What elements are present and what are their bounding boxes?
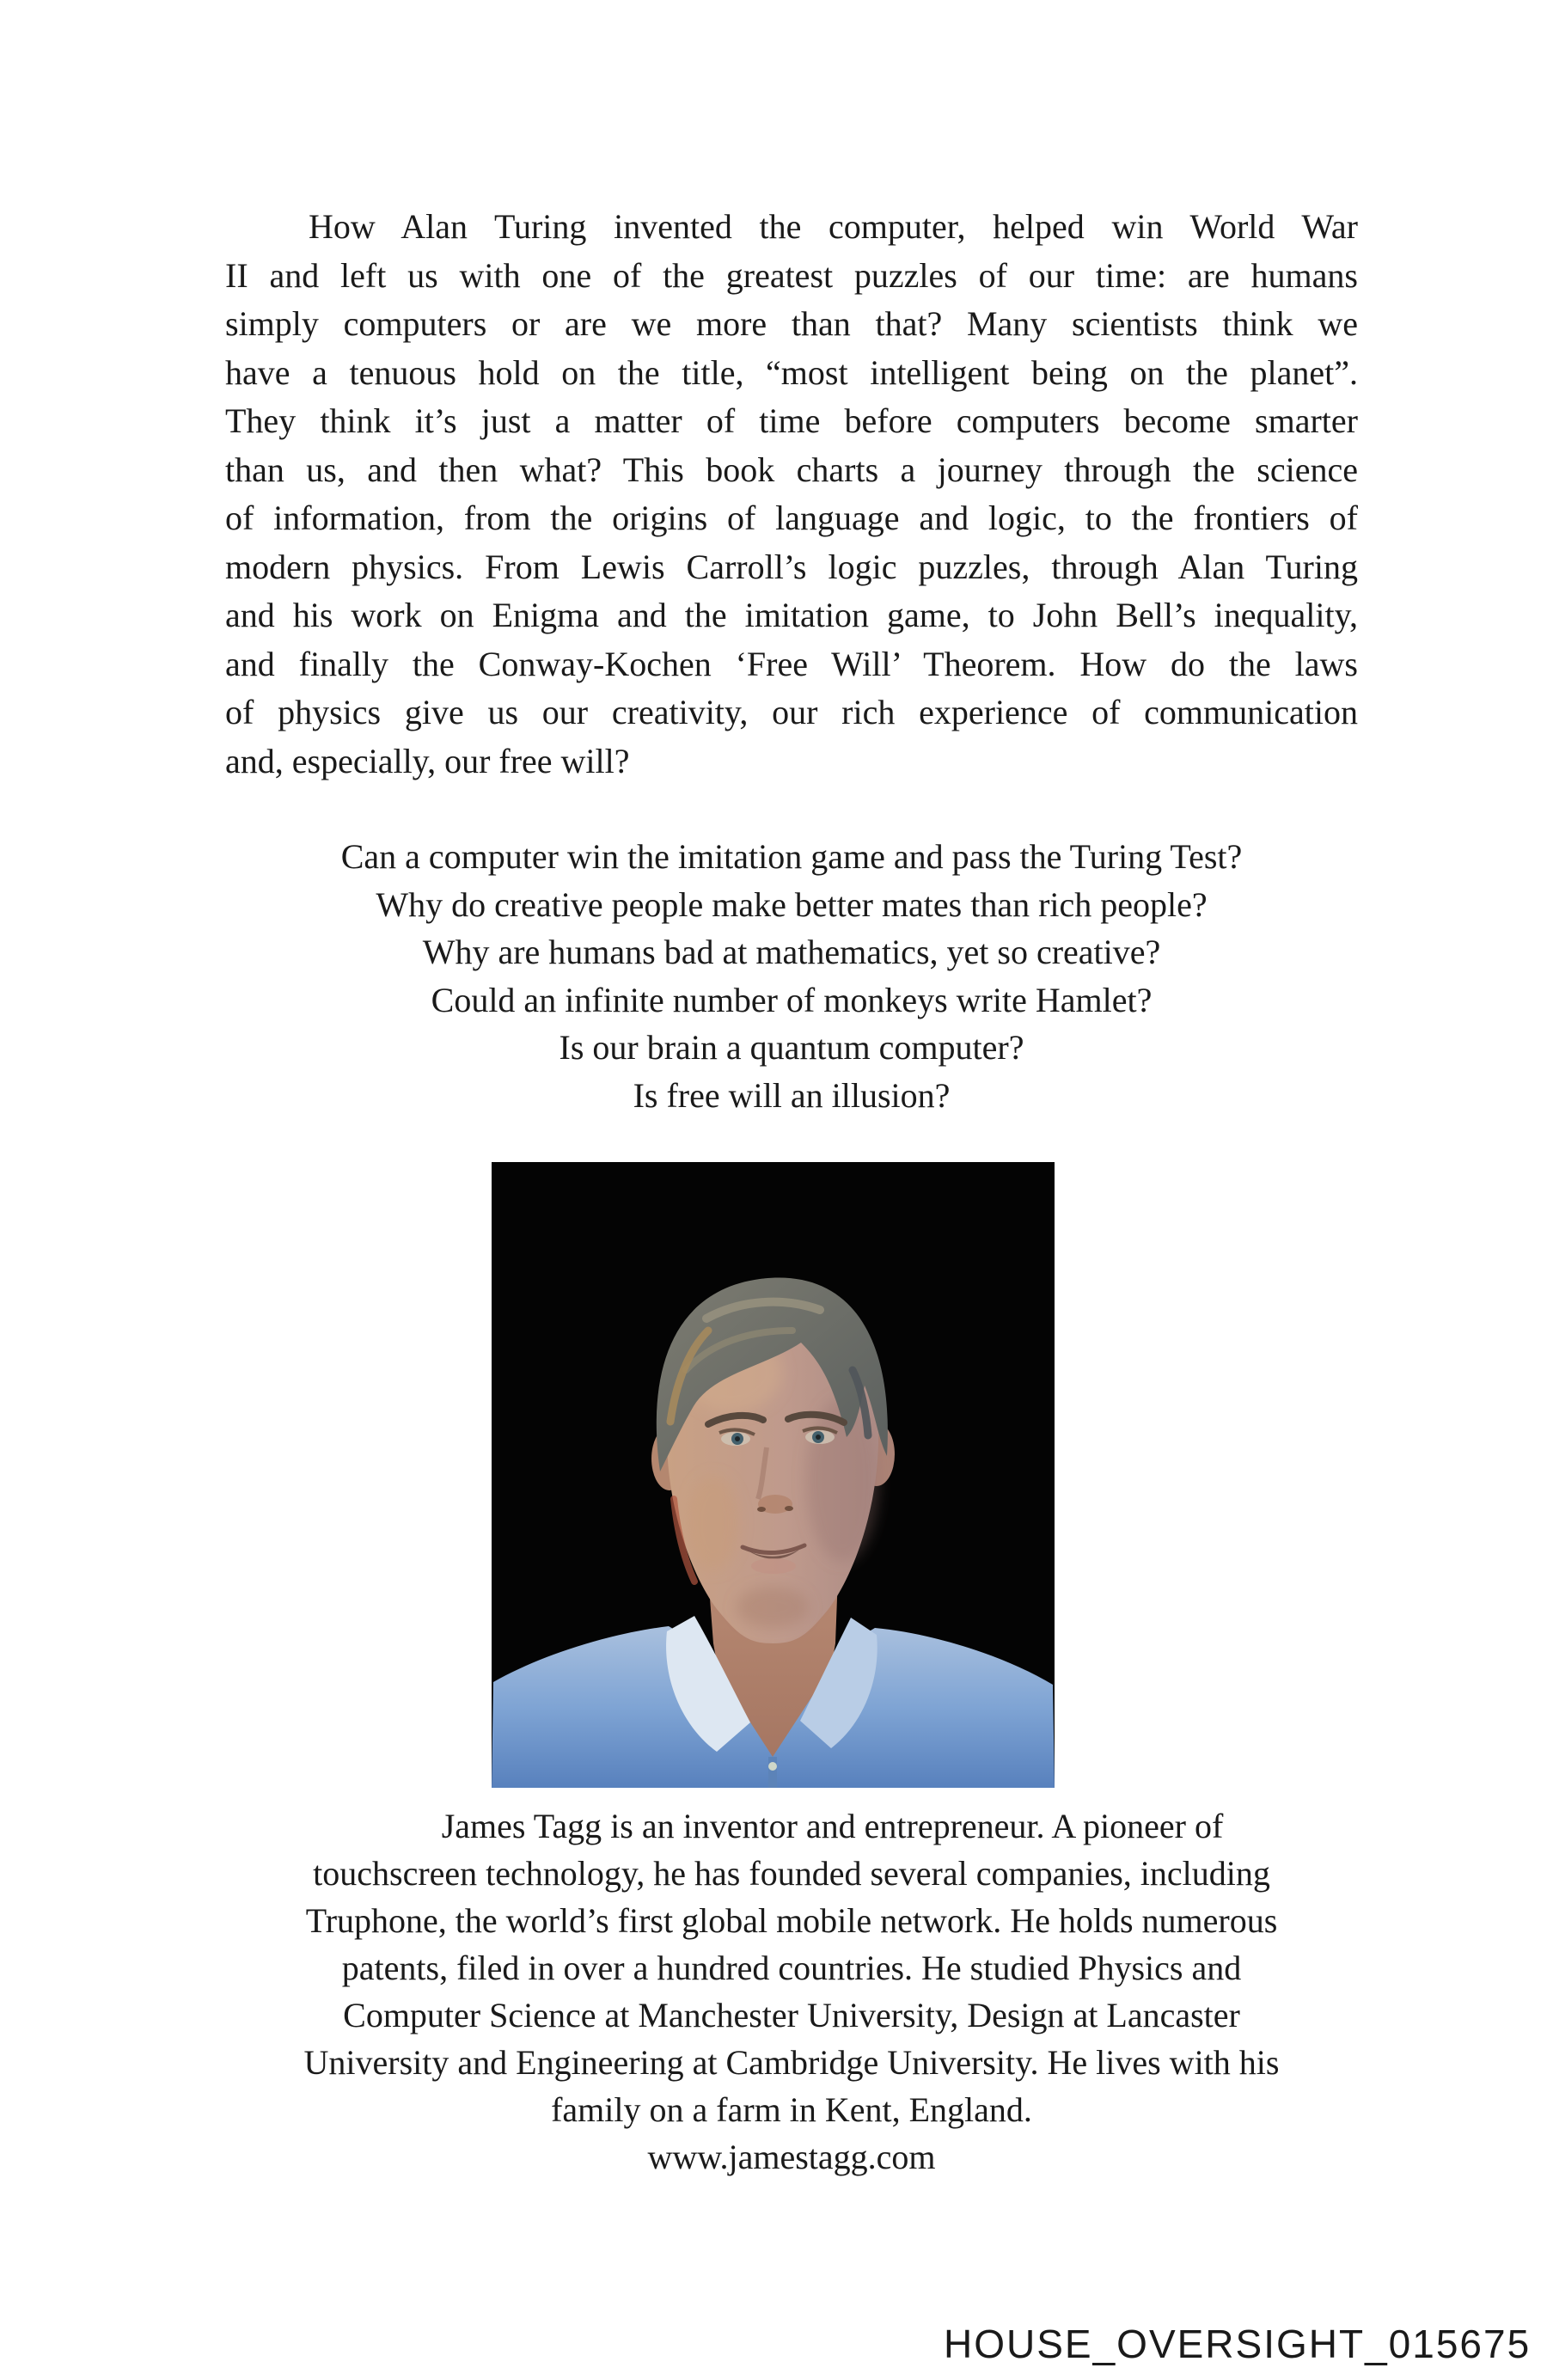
question-line: Why are humans bad at mathematics, yet so creative?	[422, 933, 1161, 971]
website-url: www.jamestagg.com	[647, 2138, 936, 2176]
bio-line: James Tagg is an inventor and entrepreneur. A pioneer of	[441, 1807, 1224, 1845]
synopsis-line: modern physics. From Lewis Carroll’s logic puzzles, through Alan Turing	[225, 547, 1358, 586]
shirt-placket	[768, 1757, 777, 1788]
synopsis-line: and, especially, our free will?	[225, 741, 630, 780]
synopsis-line: They think it’s just a matter of time before computers become smarter	[225, 401, 1358, 440]
synopsis-line: of physics give us our creativity, our rich experience of communication	[225, 693, 1358, 731]
synopsis-line: than us, and then what? This book charts a journey through the science	[225, 450, 1358, 489]
question-line: Is our brain a quantum computer?	[559, 1028, 1024, 1067]
synopsis-line: have a tenuous hold on the title, “most intelligent being on the planet”.	[225, 352, 1358, 392]
question-line: Why do creative people make better mates than rich people?	[376, 884, 1208, 924]
synopsis-line: II and left us with one of the greatest puzzles of our time: are humans	[225, 255, 1358, 295]
bio-line: family on a farm in Kent, England.	[551, 2090, 1032, 2129]
questions-list	[225, 833, 1358, 1119]
synopsis-line: and his work on Enigma and the imitation game, to John Bell’s inequality,	[225, 596, 1358, 634]
author-portrait-illustration	[492, 1162, 1055, 1788]
synopsis-line: and finally the Conway-Kochen ‘Free Will’ Theorem. How do the laws	[225, 644, 1358, 683]
question-line: Can a computer win the imitation game and pass the Turing Test?	[340, 837, 1243, 876]
synopsis-line: of information, from the origins of language and logic, to the frontiers of	[225, 499, 1358, 537]
bio-line: Truphone, the world’s first global mobile network. He holds numerous	[305, 1901, 1278, 1940]
shirt-button	[768, 1762, 777, 1771]
author-bio	[225, 1802, 1358, 2181]
watermark-label: HOUSE_OVERSIGHT_015675	[944, 2322, 1532, 2366]
bio-line: patents, filed in over a hundred countries. He studied Physics and	[341, 1949, 1242, 1987]
synopsis-line: simply computers or are we more than that? Many scientists think we	[225, 304, 1358, 343]
question-line: Is free will an illusion?	[633, 1075, 951, 1115]
bio-line: Computer Science at Manchester University, Design at Lancaster	[343, 1996, 1240, 2034]
bio-line: touchscreen technology, he has founded several companies, including	[313, 1854, 1270, 1893]
question-line: Could an infinite number of monkeys write Hamlet?	[431, 980, 1153, 1019]
author-photo	[492, 1162, 1055, 1788]
synopsis-line: How Alan Turing invented the computer, helped win World War	[309, 207, 1358, 246]
bio-line: University and Engineering at Cambridge University. He lives with his	[303, 2043, 1280, 2082]
synopsis-paragraph	[225, 203, 1358, 786]
